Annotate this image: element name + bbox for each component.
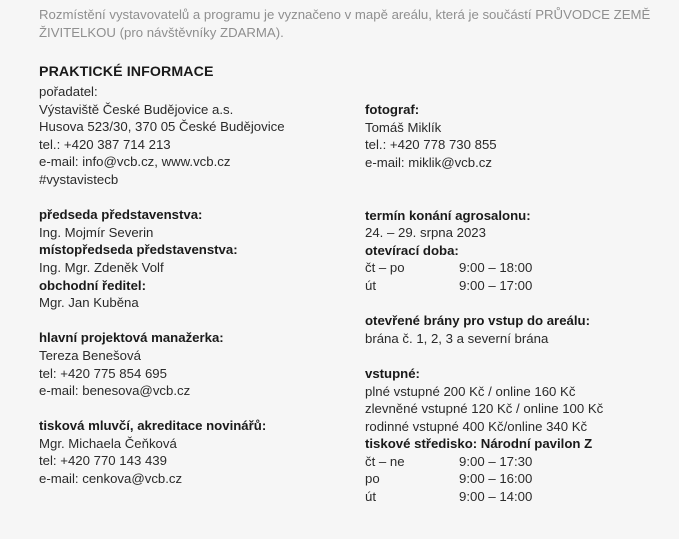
press-name: Mgr. Michaela Čeňková: [39, 435, 177, 451]
press-center-row: [365, 488, 603, 506]
hours-label: otevírací doba:: [365, 242, 459, 258]
director-label: obchodní ředitel:: [39, 277, 146, 293]
press-center-time: 9:00 – 16:00: [459, 471, 533, 487]
chair-label: předseda představenstva:: [39, 207, 203, 223]
vice-chair-name: Ing. Mgr. Zdeněk Volf: [39, 259, 164, 275]
photographer-phone: tel.: +420 778 730 855: [365, 137, 497, 153]
press-center-time: 9:00 – 17:30: [459, 453, 533, 469]
term-label: termín konání agrosalonu:: [365, 207, 531, 223]
manager-email[interactable]: e-mail: benesova@vcb.cz: [39, 383, 191, 399]
organizer-label: pořadatel:: [39, 84, 98, 99]
chair-name: Ing. Mojmír Severin: [39, 224, 154, 240]
term-dates: 24. – 29. srpna 2023: [365, 225, 486, 241]
organizer-hashtag: #vystavistecb: [39, 171, 119, 187]
hours-row: [365, 259, 603, 277]
right-column: [365, 101, 603, 506]
director-name: Mgr. Jan Kuběna: [39, 295, 139, 311]
press-center-row: [365, 453, 603, 471]
admission-label: vstupné:: [365, 365, 420, 381]
press-center-days: út: [365, 489, 376, 505]
vice-chair-label: místopředseda představenstva:: [39, 242, 238, 258]
hours-time: 9:00 – 17:00: [459, 277, 533, 293]
press-center-row: [365, 470, 603, 488]
press-center-time: 9:00 – 14:00: [459, 489, 533, 505]
left-column: [39, 83, 285, 488]
press-center-days: po: [365, 471, 380, 487]
organizer-phone: tel.: +420 387 714 213: [39, 136, 171, 152]
photographer-name: Tomáš Miklík: [365, 119, 442, 135]
photographer-email[interactable]: e-mail: miklik@vcb.cz: [365, 154, 492, 170]
hours-time: 9:00 – 18:00: [459, 260, 533, 276]
hours-days: út: [365, 277, 376, 293]
gates-label: otevřené brány pro vstup do areálu:: [365, 313, 590, 329]
hours-days: čt – po: [365, 260, 405, 276]
organizer-email[interactable]: e-mail: info@vcb.cz, www.vcb.cz: [39, 154, 231, 170]
press-email[interactable]: e-mail: cenkova@vcb.cz: [39, 471, 183, 487]
press-phone: tel: +420 770 143 439: [39, 453, 167, 469]
manager-name: Tereza Benešová: [39, 347, 141, 363]
organizer-address: Husova 523/30, 370 05 České Budějovice: [39, 119, 285, 135]
manager-label: hlavní projektová manažerka:: [39, 330, 224, 346]
admission-family: rodinné vstupné 400 Kč/online 340 Kč: [365, 418, 588, 434]
manager-phone: tel: +420 775 854 695: [39, 365, 167, 381]
hours-row: [365, 277, 603, 295]
press-center-days: čt – ne: [365, 453, 405, 469]
admission-reduced: zlevněné vstupné 120 Kč / online 100 Kč: [365, 401, 604, 417]
press-center-label: tiskové středisko: Národní pavilon Z: [365, 436, 593, 452]
section-heading: PRAKTICKÉ INFORMACE: [39, 64, 214, 80]
gates-value: brána č. 1, 2, 3 a severní brána: [365, 330, 549, 346]
photographer-label: fotograf:: [365, 102, 420, 117]
intro-paragraph: Rozmístění vystavovatelů a programu je vyznačeno v mapě areálu, která je součástí PRŮVODCE ZEMĚ ŽIVITELKOU (pro návštěvníky ZDARMA).: [39, 7, 651, 40]
press-label: tisková mluvčí, akreditace novinářů:: [39, 418, 267, 434]
organizer-name: Výstaviště České Budějovice a.s.: [39, 101, 234, 117]
admission-full: plné vstupné 200 Kč / online 160 Kč: [365, 383, 576, 399]
